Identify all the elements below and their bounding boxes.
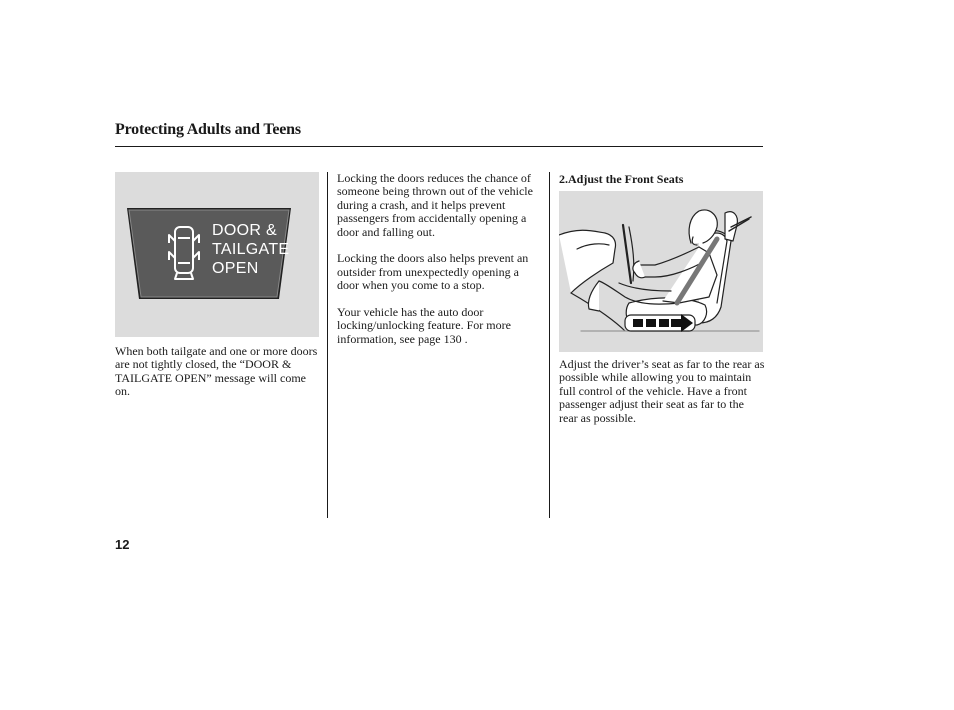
display-line-2: TAILGATE bbox=[212, 241, 290, 258]
column2-text bbox=[337, 172, 543, 360]
column2-paragraph-3: Your vehicle has the auto door locking/unlocking feature. For more information, see page 130 . bbox=[337, 305, 511, 346]
driver-seat-illustration bbox=[559, 191, 763, 352]
door-tailgate-display-illustration bbox=[115, 172, 319, 337]
column1-paragraph: When both tailgate and one or more doors are not tightly closed, the “DOOR & TAILGATE OPEN” message will come on. bbox=[115, 344, 318, 399]
display-line-3: OPEN bbox=[212, 260, 259, 277]
column-divider-1 bbox=[327, 172, 328, 518]
page-number: 12 bbox=[115, 537, 130, 552]
door-tailgate-display-figure bbox=[115, 172, 319, 337]
section-title: Protecting Adults and Teens bbox=[115, 121, 301, 138]
display-line-1: DOOR & bbox=[212, 222, 277, 239]
column3-paragraph: Adjust the driver’s seat as far to the rear as possible while allowing you to maintain full control of the vehicle. Have a front passenger adjust their seat as far to the rear as possible. bbox=[559, 357, 765, 425]
title-rule bbox=[115, 146, 763, 147]
column2-paragraph-1: Locking the doors reduces the chance of someone being thrown out of the vehicle during a crash, and it helps prevent passengers from accidentally opening a door and falling out. bbox=[337, 171, 533, 239]
column-divider-2 bbox=[549, 172, 550, 518]
column3-heading: 2.Adjust the Front Seats bbox=[559, 172, 684, 186]
column2-paragraph-2: Locking the doors also helps prevent an outsider from unexpectedly opening a door when you come to a stop. bbox=[337, 251, 529, 293]
front-seat-adjust-figure bbox=[559, 191, 763, 352]
